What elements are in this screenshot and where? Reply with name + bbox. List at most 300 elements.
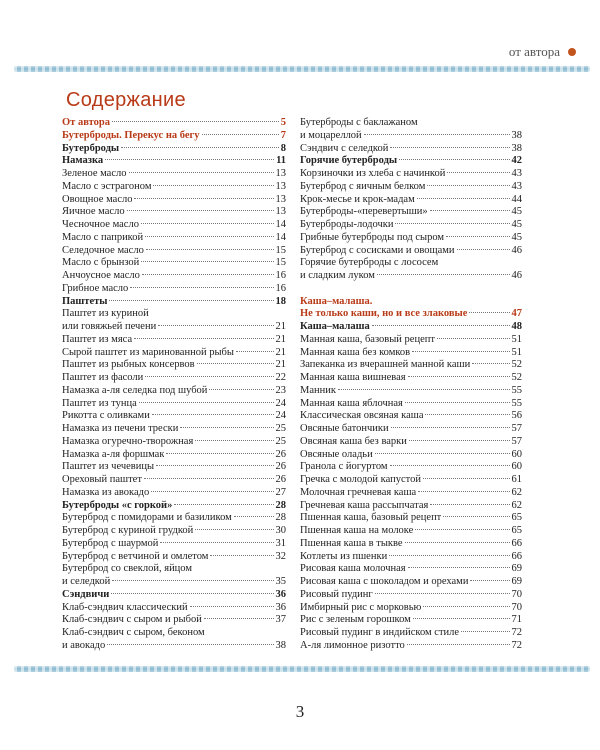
toc-entry-page: 32 [275,550,286,562]
toc-entry [300,576,522,589]
toc-entry [62,296,286,309]
toc-entry [62,308,286,321]
toc-entry-title: Ореховый паштет [62,474,142,485]
toc-entry [300,321,522,334]
toc-entry [300,181,522,194]
toc-entry [300,423,522,436]
dot-leader [158,325,273,326]
dot-leader [423,606,509,607]
bottom-decorative-stripe [14,666,590,672]
toc-entry-page: 38 [511,142,522,154]
toc-entry-page: 16 [275,270,286,281]
toc-entry-page: 43 [511,168,522,179]
toc-entry-title: или говяжьей печени [62,321,157,332]
toc-entry [62,168,286,181]
toc-entry-page: 55 [511,397,522,409]
toc-entry-page: 21 [275,333,286,345]
dot-leader [437,338,510,339]
toc-entry-title: Сырой паштет из маринованной рыбы [62,346,234,358]
toc-entry-page: 11 [276,155,286,167]
dot-leader [407,644,510,645]
toc-entry [300,143,522,156]
toc-entry-title: Гречка с молодой капустой [300,474,421,485]
toc-entry [62,232,286,245]
toc-entry-title: Пшенная каша на молоке [300,525,414,536]
section-name: от автора [508,44,560,59]
toc-entry [300,614,522,627]
toc-entry-page: 15 [275,257,286,269]
toc-entry-title: Не только каши, но и все злаковые [300,308,468,320]
toc-entry-title: Масло с эстрагоном [62,180,152,192]
toc-entry-page: 13 [275,206,286,218]
dot-leader [469,312,509,313]
toc-entry [300,449,522,462]
dot-leader [156,465,273,466]
dot-leader [443,516,509,517]
toc-entry-title: Гранола с йогуртом [300,461,388,473]
dot-leader [446,236,509,237]
toc-entry-title: Намазка [62,155,104,167]
dot-leader [145,236,273,237]
toc-entry [300,347,522,360]
toc-entry-page: 38 [275,639,286,651]
toc-entry-title: и моцареллой [300,129,362,141]
toc-entry-page: 24 [275,410,286,422]
toc-entry [62,487,286,500]
toc-entry-title: Грибное масло [62,282,129,294]
toc-entry-title: Бутерброды. Перекус на бегу [62,129,200,141]
toc-entry [300,308,522,321]
dot-leader [427,185,509,186]
dot-leader [375,453,510,454]
toc-entry [62,359,286,372]
running-header [509,44,576,60]
toc-entry-title: Анчоусное масло [62,270,140,281]
toc-entry [62,410,286,423]
dot-leader [405,402,510,403]
toc-entry-title: Каша–малаша [300,321,370,332]
toc-entry-title: Намазка огуречно-творожная [62,435,194,447]
dot-leader [107,644,273,645]
toc-entry [300,398,522,411]
toc-entry-page: 57 [511,435,522,447]
toc-entry [62,347,286,360]
dot-leader [375,593,510,594]
toc-entry-page: 28 [275,512,286,524]
toc-entry-title: Зеленое масло [62,168,127,179]
toc-entry-page: 14 [275,231,286,243]
toc-entry [300,474,522,487]
dot-leader [461,631,509,632]
dot-leader [399,159,509,160]
toc-entry-title: Бутерброды «с горкой» [62,499,173,511]
toc-entry-title: Чесночное масло [62,219,139,230]
toc-entry-page: 51 [511,346,522,358]
toc-entry-page: 51 [511,333,522,345]
toc-entry [300,117,522,130]
dot-leader [127,210,274,211]
toc-entry [62,576,286,589]
toc-entry-page: 7 [280,129,286,141]
dot-leader [166,453,273,454]
toc-entry-title: Имбирный рис с морковью [300,601,422,613]
dot-leader [338,389,510,390]
toc-entry [300,640,522,653]
toc-entry-page: 62 [511,486,522,498]
toc-entry-title: Пшенная каша в тыкве [300,537,403,549]
toc-entry-title: Масло с брынзой [62,257,140,269]
toc-entry-title: Намазка из печени трески [62,423,179,434]
toc-entry [300,270,522,283]
toc-entry-title: Паштеты [62,295,108,307]
toc-entry-title: Рисовый пудинг [300,588,373,600]
dot-leader [409,440,510,441]
toc-entry-title: Намазка а-ля селедка под шубой [62,384,208,396]
dot-leader [139,402,274,403]
dot-leader [112,580,273,581]
toc-entry-title: Намазка из авокадо [62,486,150,498]
toc-entry-title: Овощное масло [62,193,133,205]
toc-entry [300,372,522,385]
toc-entry-page: 65 [511,525,522,536]
toc-entry-page: 37 [275,614,286,626]
dot-leader [153,185,273,186]
toc-entry [300,283,522,296]
dot-leader [160,542,273,543]
page-number: 3 [295,702,305,721]
toc-entry-page: 70 [511,601,522,613]
dot-leader [174,504,273,505]
toc-entry [62,283,286,296]
toc-entry-page: 46 [511,270,522,281]
toc-entry-title: Клаб-сэндвич с сыром, беконом [62,627,205,638]
toc-entry [62,385,286,398]
toc-entry-page: 46 [511,244,522,256]
toc-entry-page: 55 [511,384,522,396]
toc-entry [62,257,286,270]
toc-entry-page: 48 [511,321,522,332]
toc-entry-page: 23 [275,384,286,396]
dot-leader [202,134,279,135]
toc-entry-title: Намазка а-ля форшмак [62,448,165,460]
toc-entry-title: Манная каша, базовый рецепт [300,333,435,345]
toc-entry [62,614,286,627]
dot-leader [180,427,273,428]
toc-entry [300,257,522,270]
dot-leader [129,172,274,173]
toc-entry [62,512,286,525]
toc-entry [62,627,286,640]
dot-leader [151,491,273,492]
toc-entry-title: Рисовая каша с шоколадом и орехами [300,576,469,587]
dot-leader [391,427,510,428]
toc-entry-page: 22 [275,372,286,383]
toc-entry-page: 61 [511,474,522,485]
toc-entry-title: Овсяные оладьи [300,448,373,460]
toc-entry-page: 28 [275,499,286,511]
dot-leader [141,261,273,262]
toc-entry-page: 72 [511,627,522,638]
toc-entry-page: 25 [275,435,286,447]
dot-leader [413,618,510,619]
toc-entry-page: 69 [511,576,522,587]
toc-entry [300,500,522,513]
toc-entry-title: Паштет из тунца [62,397,137,409]
toc-entry-title: Клаб-сэндвич классический [62,601,188,613]
dot-leader [146,249,274,250]
toc-entry-page: 18 [275,295,286,307]
toc-entry [62,525,286,538]
toc-entry-page: 66 [511,550,522,562]
toc-entry-page: 43 [511,180,522,192]
toc-entry-title: Крок-месье и крок-мадам [300,193,415,205]
toc-entry [300,206,522,219]
toc-entry-title: Сэндвичи [62,588,110,600]
toc-entry-title: и селедкой [62,576,111,587]
toc-entry [62,155,286,168]
dot-leader [112,121,279,122]
toc-entry-title: Овсяная каша без варки [300,435,407,447]
toc-entry-page: 21 [275,359,286,371]
dot-leader [408,376,510,377]
toc-entry [62,640,286,653]
toc-entry-page: 52 [511,372,522,383]
dot-leader [134,338,273,339]
toc-entry-title: Бутерброд с сосисками и овощами [300,244,455,256]
toc-entry-title: Бутерброд с куриной грудкой [62,525,194,536]
toc-entry-title: Рисовая каша молочная [300,563,406,575]
dot-leader [395,223,509,224]
toc-entry-page: 35 [275,576,286,587]
toc-entry-page: 13 [275,180,286,192]
toc-entry-title: Бутерброды-«перевертыши» [300,206,428,218]
dot-leader [417,198,510,199]
toc-entry [300,461,522,474]
dot-leader [144,478,274,479]
toc-entry-title: Бутерброд с помидорами и базиликом [62,512,232,524]
toc-entry-title: Манная каша яблочная [300,397,403,409]
toc-entry-page: 56 [511,410,522,422]
toc-entry [300,512,522,525]
dot-leader [145,376,273,377]
dot-leader [234,516,274,517]
toc-entry [62,181,286,194]
toc-entry [300,602,522,615]
toc-entry-page: 66 [511,537,522,549]
toc-entry-title: Манная каша без комков [300,346,411,358]
toc-entry-page: 8 [280,142,286,154]
toc-entry-page: 27 [275,486,286,498]
toc-entry-page: 45 [511,231,522,243]
bullet-dot-icon [568,48,576,56]
toc-entry-title: Бутерброд со свеклой, яйцом [62,563,192,575]
dot-leader [389,555,509,556]
dot-leader [109,300,273,301]
toc-entry-title: Паштет из рыбных консервов [62,359,195,371]
dot-leader [412,351,509,352]
toc-entry-page: 70 [511,588,522,600]
dot-leader [415,529,509,530]
toc-entry-page: 13 [275,168,286,179]
toc-entry-page: 31 [275,537,286,549]
toc-entry [300,130,522,143]
toc-entry-page: 5 [280,117,286,128]
toc-entry [300,627,522,640]
toc-entry-title: Гречневая каша рассыпчатая [300,499,429,511]
toc-entry-page: 57 [511,423,522,434]
dot-leader [390,147,509,148]
toc-entry-page: 13 [275,193,286,205]
dot-leader [405,542,510,543]
toc-entry-title: Яичное масло [62,206,125,218]
toc-entry-page: 45 [511,219,522,230]
toc-entry [300,219,522,232]
toc-entry-title: От автора [62,117,110,128]
toc-entry-page: 26 [275,474,286,485]
toc-entry-page: 65 [511,512,522,524]
toc-entry-page: 62 [511,499,522,511]
dot-leader [121,147,279,148]
dot-leader [472,363,509,364]
toc-entry-page: 36 [275,601,286,613]
toc-entry-page: 26 [275,461,286,473]
toc-entry-title: Горячие бутерброды [300,155,398,167]
toc-entry-page: 25 [275,423,286,434]
dot-leader [195,440,273,441]
toc-entry [300,359,522,372]
toc-entry [62,423,286,436]
toc-entry-title: Бутерброд с ветчиной и омлетом [62,550,209,562]
toc-entry [62,551,286,564]
dot-leader [204,618,274,619]
toc-entry-title: Сэндвич с селедкой [300,142,389,154]
toc-entry-title: Запеканка из вчерашней манной каши [300,359,471,371]
toc-entry-title: и сладким луком [300,270,375,281]
toc-entry-page: 47 [511,308,522,320]
toc-entry-title: Горячие бутерброды с лососем [300,257,439,269]
dot-leader [364,134,510,135]
toc-entry [62,270,286,283]
toc-entry [62,563,286,576]
toc-entry [300,168,522,181]
toc-entry [300,436,522,449]
toc-entry-title: Рикотта с оливками [62,410,150,422]
toc-entry [300,551,522,564]
dot-leader [130,287,273,288]
toc-entry [62,474,286,487]
toc-entry-title: Селедочное масло [62,244,144,256]
toc-entry [62,321,286,334]
toc-entry-page: 24 [275,397,286,409]
dot-leader [425,414,509,415]
toc-entry [62,398,286,411]
toc-entry [62,602,286,615]
dot-leader [134,198,273,199]
toc-entry-page: 21 [275,346,286,358]
dot-leader [141,223,274,224]
toc-entry-title: Каша–малаша. [300,295,373,307]
toc-entry [62,334,286,347]
toc-entry [300,232,522,245]
toc-entry [62,219,286,232]
toc-entry [300,538,522,551]
toc-entry [300,245,522,258]
dot-leader [152,414,274,415]
dot-leader [423,478,510,479]
dot-leader [142,274,274,275]
toc-entry-title: Паштет из куриной [62,308,149,320]
toc-entry-title: Бутерброды с баклажаном [300,117,418,128]
top-decorative-stripe [14,66,590,72]
toc-entry-page: 69 [511,563,522,575]
toc-entry-page: 60 [511,461,522,473]
toc-entry [62,194,286,207]
toc-entry-page: 21 [275,321,286,332]
toc-entry-page: 14 [275,219,286,230]
toc-entry-page: 72 [511,639,522,651]
toc-entry-title: Паштет из чечевицы [62,461,155,473]
toc-entry-title: Масло с паприкой [62,231,144,243]
toc-entry-page: 38 [511,129,522,141]
dot-leader [430,504,509,505]
toc-entry-page: 60 [511,448,522,460]
toc-entry-title: Клаб-сэндвич с сыром и рыбой [62,614,202,626]
toc-entry [62,143,286,156]
toc-entry-page: 26 [275,448,286,460]
toc-entry [300,589,522,602]
toc-entry-title: Пшенная каша, базовый рецепт [300,512,442,524]
toc-entry [300,525,522,538]
toc-entry-title: Бутерброды-лодочки [300,219,394,230]
toc-entry-page: 44 [511,193,522,205]
dot-leader [111,593,273,594]
dot-leader [372,325,510,326]
toc-entry [300,563,522,576]
toc-entry [62,538,286,551]
dot-leader [377,274,510,275]
dot-leader [390,465,510,466]
dot-leader [190,606,274,607]
toc-entry [62,117,286,130]
toc-entry [62,449,286,462]
toc-entry-page: 15 [275,244,286,256]
toc-entry [300,487,522,500]
toc-entry [300,155,522,168]
dot-leader [195,529,273,530]
page-title: Содержание [66,89,186,111]
dot-leader [418,491,509,492]
toc-entry-title: Котлеты из пшенки [300,550,388,562]
toc-entry [300,385,522,398]
dot-leader [105,159,274,160]
toc-entry [62,372,286,385]
toc-entry-title: Паштет из мяса [62,333,133,345]
toc-entry [62,206,286,219]
toc-entry-title: Бутерброды [62,142,120,154]
toc-entry [62,436,286,449]
toc-entry-title: и авокадо [62,639,106,651]
toc-entry [62,245,286,258]
dot-leader [408,567,510,568]
toc-entry-title: Корзиночки из хлеба с начинкой [300,168,446,179]
toc-entry-title: Классическая овсяная каша [300,410,424,422]
toc-entry [300,194,522,207]
dot-leader [210,555,273,556]
toc-entry-title: Паштет из фасоли [62,372,144,383]
toc-entry-title: Бутерброд с яичным белком [300,180,426,192]
dot-leader [457,249,510,250]
toc-entry-page: 42 [511,155,522,167]
